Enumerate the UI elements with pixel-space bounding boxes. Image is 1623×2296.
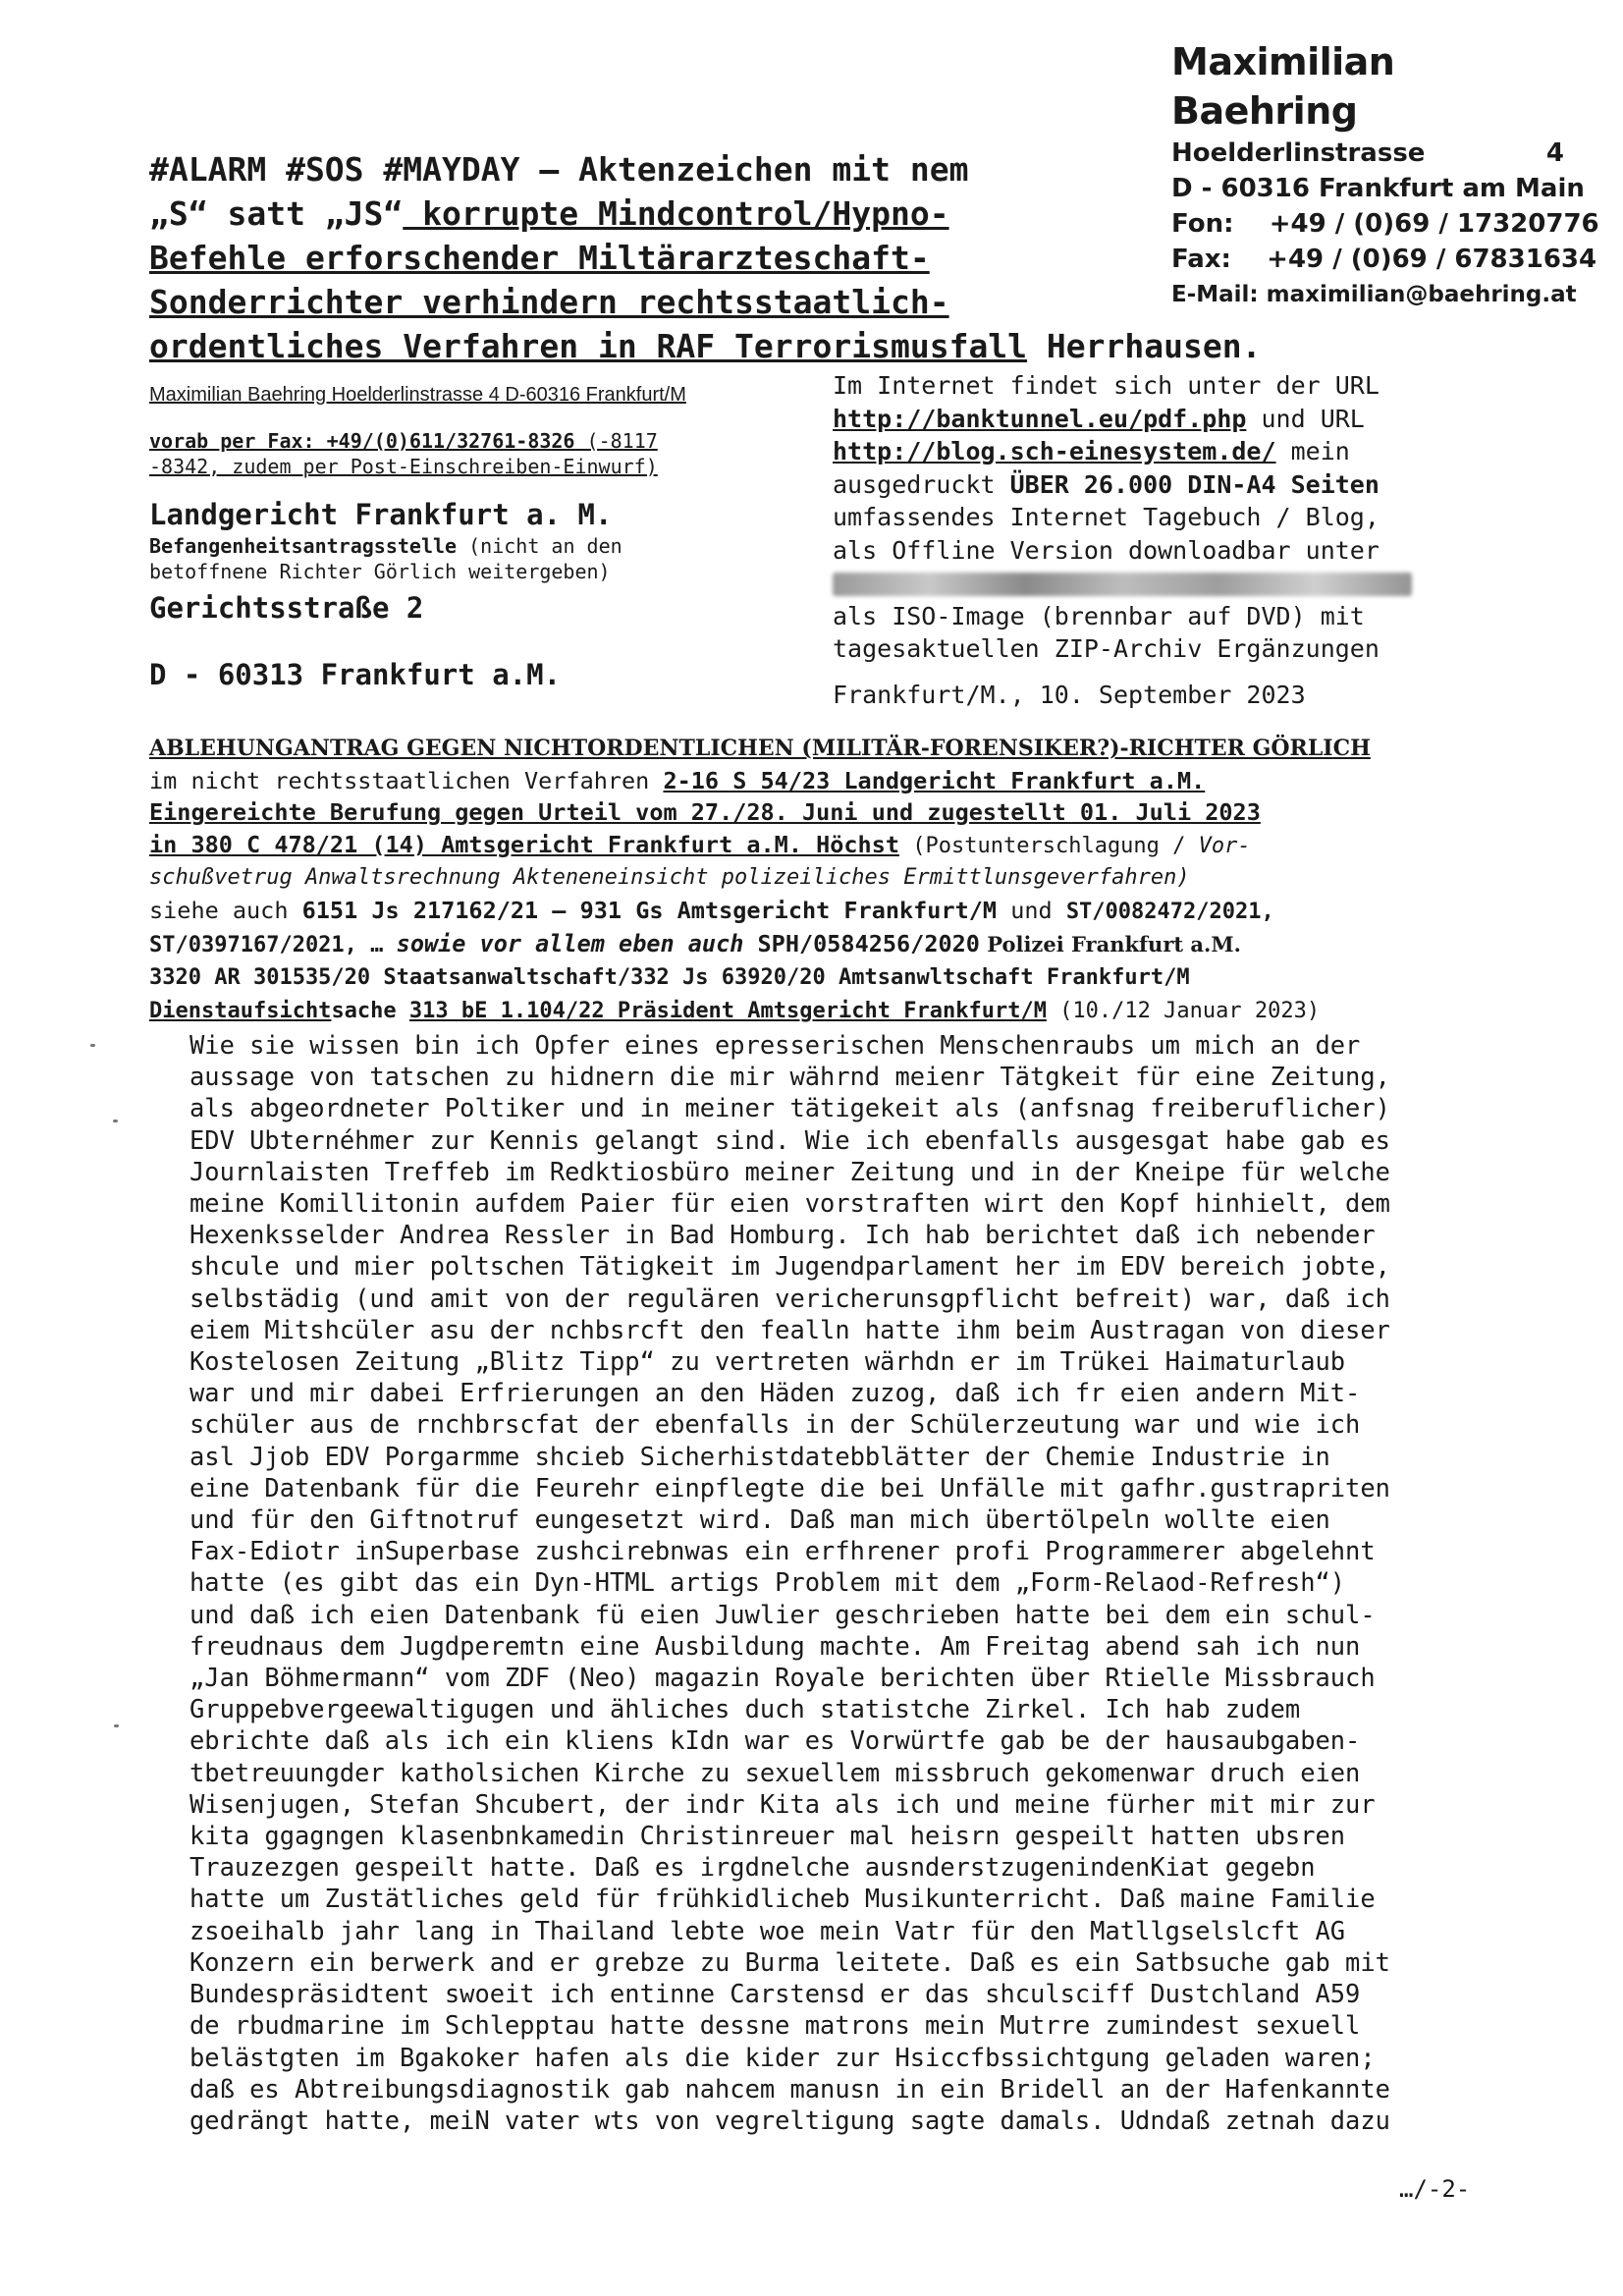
ref-line-3: Eingereichte Berufung gegen Urteil vom 27./28. Juni und zugestellt 01. Juli 2023 <box>149 798 1261 826</box>
body-line: EDV Ubternéhmer zur Kennis gelangt sind. Wie ich ebenfalls ausgesgat habe gab es <box>189 1124 1390 1155</box>
case-number-landgericht: 2-16 S 54/23 Landgericht Frankfurt a.M. <box>663 766 1206 794</box>
internet-info-block <box>833 369 1412 666</box>
letterhead-street: Hoelderlinstrasse <box>1171 138 1426 168</box>
internet-info-line-1: Im Internet findet sich unter der URL <box>833 371 1380 400</box>
headline-line-2b: korrupte Mindcontrol/Hypno- <box>403 194 949 233</box>
body-line: ebrichte daß als ich ein kliens kIdn war es Vorwürtfe gab be der hausaubgaben- <box>189 1725 1361 1756</box>
headline-line-3: Befehle erforschender Miltärarzteschaft- <box>149 239 930 277</box>
ref-line-7b: sowie vor allem eben auch <box>396 930 744 957</box>
subject-line: ABLEHUNGANTRAG GEGEN NICHTORDENTLICHEN (MILITÄR-FORENSIKER?)-RICHTER GÖRLICH <box>149 736 1371 761</box>
body-line: meine Komillitonin aufdem Paier für eien vorstraften wirt den Kopf hinhielt, dem <box>189 1188 1390 1219</box>
ref-line-6c: und <box>997 896 1066 924</box>
internet-info-line-5: umfassendes Internet Tagebuch / Blog, <box>833 503 1380 531</box>
body-line: hatte um Zustätliches geld für frühkidlicheb Musikunterricht. Daß maine Familie <box>189 1884 1376 1914</box>
body-line: daß es Abtreibungsdiagnostik gab nahcem manusn in ein Bridell an der Hafenkannte <box>189 2073 1390 2104</box>
recipient-department <box>149 533 622 559</box>
body-line: war und mir dabei Erfrierungen an den Häden zuzog, daß ich fr eien andern Mit- <box>189 1378 1361 1408</box>
recipient-department-line-2: betoffnene Richter Görlich weitergeben) <box>149 560 611 583</box>
body-line: asl Jjob EDV Porgarmme shcieb Sicherhistdatebblätter der Chemie Industrie in <box>189 1441 1330 1471</box>
body-line: Kostelosen Zeitung „Blitz Tipp“ zu vertreten wärhdn er im Trükei Haimaturlaub <box>189 1346 1346 1377</box>
headline-line-4: Sonderrichter verhindern rechtsstaatlich- <box>149 283 949 321</box>
headline-line-1: #ALARM #SOS #MAYDAY – Aktenzeichen mit nem <box>149 150 969 189</box>
scan-speck <box>113 1120 118 1122</box>
letterhead-name: Maximilian Baehring <box>1171 40 1395 133</box>
ref-line-4b: (Postunterschlagung / <box>899 833 1199 858</box>
ref-line-2 <box>149 765 1485 797</box>
body-line: gedrängt hatte, meiN vater wts von vegreltigung sagte damals. Udndaß zetnah dazu <box>189 2105 1390 2135</box>
body-line: und für den Giftnotruf eungesetzt wird. Daß man mich übertölpeln wollte eien <box>189 1504 1330 1535</box>
fax-note <box>149 428 658 479</box>
fax-note-line-1 <box>149 428 658 454</box>
body-line: hatte (es gibt das ein Dyn-HTML artigs Problem mit dem „Form-Relaod-Refresh“) <box>189 1567 1346 1598</box>
body-line: eine Datenbank für die Feurehr einpflegte die bei Unfälle mit gafhr.gustrapriten <box>189 1472 1390 1503</box>
body-line: aussage von tatschen zu hidnern die mir währnd meienr Tätgkeit für eine Zeitung, <box>189 1062 1390 1092</box>
ref-line-4 <box>149 829 1485 863</box>
body-line: Wie sie wissen bin ich Opfer eines epresserischen Menschenraubs um mich an der <box>189 1030 1361 1060</box>
url-blog-link[interactable]: http://blog.sch-einesystem.de/ <box>833 437 1276 465</box>
headline-line-5 <box>149 324 1485 368</box>
body-text <box>189 1029 1490 2136</box>
ref-line-6a: siehe auch <box>149 896 302 924</box>
fax-number: +49 / (0)69 / 67831634 <box>1267 245 1597 274</box>
body-line: Journlaisten Treffeb im Redktiosbüro meiner Zeitung und in der Kneipe für welche <box>189 1156 1390 1186</box>
headline-line-2 <box>149 191 1485 236</box>
ref-line-9a: Dienstaufsicht <box>149 999 332 1023</box>
ref-line-9b: sache <box>331 999 409 1023</box>
body-line: als abgeordneter Poltiker und in meiner tätigekeit als (anfsnag freiberuflicher) <box>189 1093 1390 1123</box>
ref-line-7 <box>149 928 1485 962</box>
scan-speck <box>90 1044 95 1047</box>
body-line: zsoeihalb jahr lang in Thailand lebte woe mein Vatr für den Matllgselslcft AG <box>189 1915 1346 1945</box>
letterhead-city: D - 60316 Frankfurt am Main <box>1171 174 1585 203</box>
redacted-url-blur <box>833 573 1412 596</box>
phone-number: +49 / (0)69 / 17320776 <box>1269 209 1599 239</box>
ref-line-7c: SPH/0584256/2020 <box>743 930 980 957</box>
fax-label: Fax: <box>1171 245 1231 274</box>
recipient-city: D - 60313 Frankfurt a.M. <box>149 658 562 691</box>
body-line: Bundespräsidtent swoeit ich entinne Carstensd er das shculsciff Dustchland A59 <box>189 1979 1361 2009</box>
ref-line-6b: 6151 Js 217162/21 – 931 Gs Amtsgericht Frankfurt/M <box>301 896 998 924</box>
reference-block <box>149 733 1485 1028</box>
body-line: shcule und mier poltschen Tätigkeit im Jugendparlament her im EDV bereich jobte, <box>189 1251 1390 1282</box>
recipient-department-note: (nicht an den <box>457 534 622 558</box>
internet-info-line-6: als Offline Version downloadbar unter <box>833 535 1380 565</box>
recipient-department-name: Befangenheitsantragsstelle <box>149 534 458 558</box>
body-line: eiem Mitshcüler asu der nchbsrcft den fealln hatte ihm beim Austragan von dieser <box>189 1314 1390 1344</box>
body-line: belästgten im Bgakoker hafen als die kider zur Hsiccfbssichtgung geladen waren; <box>189 2042 1376 2072</box>
headline-line-5a: ordentliches Verfahren in RAF Terrorismusfall <box>149 327 1028 365</box>
ref-line-2a: im nicht rechtsstaatlichen Verfahren <box>149 766 664 794</box>
body-line: Gruppebvergeewaltigugen und ähliches duch statistche Zirkel. Ich hab zudem <box>189 1694 1301 1724</box>
body-line: und daß ich eien Datenbank fü eien Juwlier geschrieben hatte bei dem ein schul- <box>189 1599 1376 1629</box>
ref-line-7a: ST/0397167/2021, … <box>149 933 397 957</box>
case-number-amtsgericht: in 380 C 478/21 (14) Amtsgericht Frankfurt a.M. Höchst <box>149 830 900 858</box>
internet-info-line-3 <box>833 435 1412 468</box>
recipient-street: Gerichtsstraße 2 <box>149 591 424 625</box>
fax-note-line-2: -8342, zudem per Post-Einschreiben-Einwurf) <box>149 455 658 478</box>
body-line: Wisenjugen, Stefan Shcubert, der indr Kita als ich und meine fürher mit mir zur <box>189 1788 1376 1819</box>
scan-speck <box>114 1724 119 1727</box>
body-line: Fax-Ediotr inSuperbase zushcirebnwas ein erfhrener profi Programmerer abgelehnt <box>189 1536 1376 1566</box>
body-line: tbetreuungder katholsichen Kirche zu sexuellem missbruch gekomenwar druch eien <box>189 1757 1361 1787</box>
body-line: „Jan Böhmermann“ vom ZDF (Neo) magazin Royale berichten über Rtielle Missbrauch <box>189 1663 1376 1693</box>
body-line: de rbudmarine im Schlepptau hatte dessne matrons mein Mutrre zumindest sexuell <box>189 2010 1361 2041</box>
internet-info-line-4a: ausgedruckt <box>833 469 1010 499</box>
recipient-address <box>149 496 622 694</box>
internet-info-line-4 <box>833 468 1412 502</box>
redacted-url-line <box>833 567 1412 600</box>
ref-line-5: schußvetrug Anwaltsrechnung Akteneneinsicht polizeiliches Ermittlunsgeverfahren) <box>149 865 1190 890</box>
headline <box>149 147 1485 368</box>
internet-info-line-9: tagesaktuellen ZIP-Archiv Ergänzungen <box>833 634 1380 663</box>
ref-line-9c: 313 bE 1.104/22 Präsident Amtsgericht Frankfurt/M <box>408 999 1047 1023</box>
recipient-court: Landgericht Frankfurt a. M. <box>149 498 613 531</box>
body-line: kita ggagngen klasenbnkamedin Christinreuer mal heisrn gespeilt hatten ubsren <box>189 1821 1346 1851</box>
internet-info-line-8: als ISO-Image (brennbar auf DVD) mit <box>833 601 1365 630</box>
url-banktunnel-link[interactable]: http://banktunnel.eu/pdf.php <box>833 404 1247 433</box>
headline-line-2a: „S“ satt „JS“ <box>149 194 404 233</box>
phone-label: Fon: <box>1171 209 1234 239</box>
body-line: Konzern ein berwerk and er grebze zu Burma leitete. Daß es ein Satbsuche gab mit <box>189 1946 1390 1977</box>
ref-line-4c: Vor- <box>1198 833 1251 858</box>
internet-info-line-3-rest: mein <box>1275 437 1350 465</box>
body-line: Hexenksselder Andrea Ressler in Bad Homburg. Ich hab berichtet daß ich nebender <box>189 1220 1376 1250</box>
ref-line-6 <box>149 895 1485 929</box>
body-line: schüler aus de rnchbrscfat der ebenfalls in der Schülerzeutung war und wie ich <box>189 1409 1361 1440</box>
internet-info-line-2 <box>833 403 1412 436</box>
ref-line-6d: ST/0082472/2021, <box>1065 899 1274 924</box>
ref-line-9 <box>149 994 1485 1028</box>
body-line: Trauzezgen gespeilt hatte. Daß es irgdnelche ausnderstzugenindenKiat gegebn <box>189 1852 1316 1883</box>
fax-note-number: vorab per Fax: +49/(0)611/32761-8326 <box>149 429 575 453</box>
body-line: freudnaus dem Jugdperemtn eine Ausbildung machte. Am Freitag abend sah ich nun <box>189 1630 1361 1661</box>
ref-line-9d: (10./12 Januar 2023) <box>1046 999 1321 1023</box>
body-line: selbstädig (und amit von der regulären vericherunsgpflicht befreit) war, daß ich <box>189 1283 1390 1313</box>
headline-line-5b: Herrhausen. <box>1027 327 1262 365</box>
sender-return-line: Maximilian Baehring Hoelderlinstrasse 4 D-60316 Frankfurt/M <box>149 384 686 406</box>
ref-line-8: 3320 AR 301535/20 Staatsanwaltschaft/332 Js 63920/20 Amtsanwltschaft Frankfurt/M <box>149 964 1190 990</box>
page-count-highlight: ÜBER 26.000 DIN-A4 Seiten <box>1009 469 1380 499</box>
internet-info-line-2-rest: und URL <box>1246 404 1365 433</box>
letterhead-email: E-Mail: maximilian@baehring.at <box>1171 282 1577 307</box>
letter-date: Frankfurt/M., 10. September 2023 <box>833 681 1306 709</box>
page-number: …/-2- <box>1399 2175 1471 2203</box>
letterhead-house-number: 4 <box>1545 138 1564 168</box>
fax-note-extensions: (-8117 <box>574 429 658 453</box>
ref-line-7d: Polizei Frankfurt a.M. <box>979 932 1241 957</box>
